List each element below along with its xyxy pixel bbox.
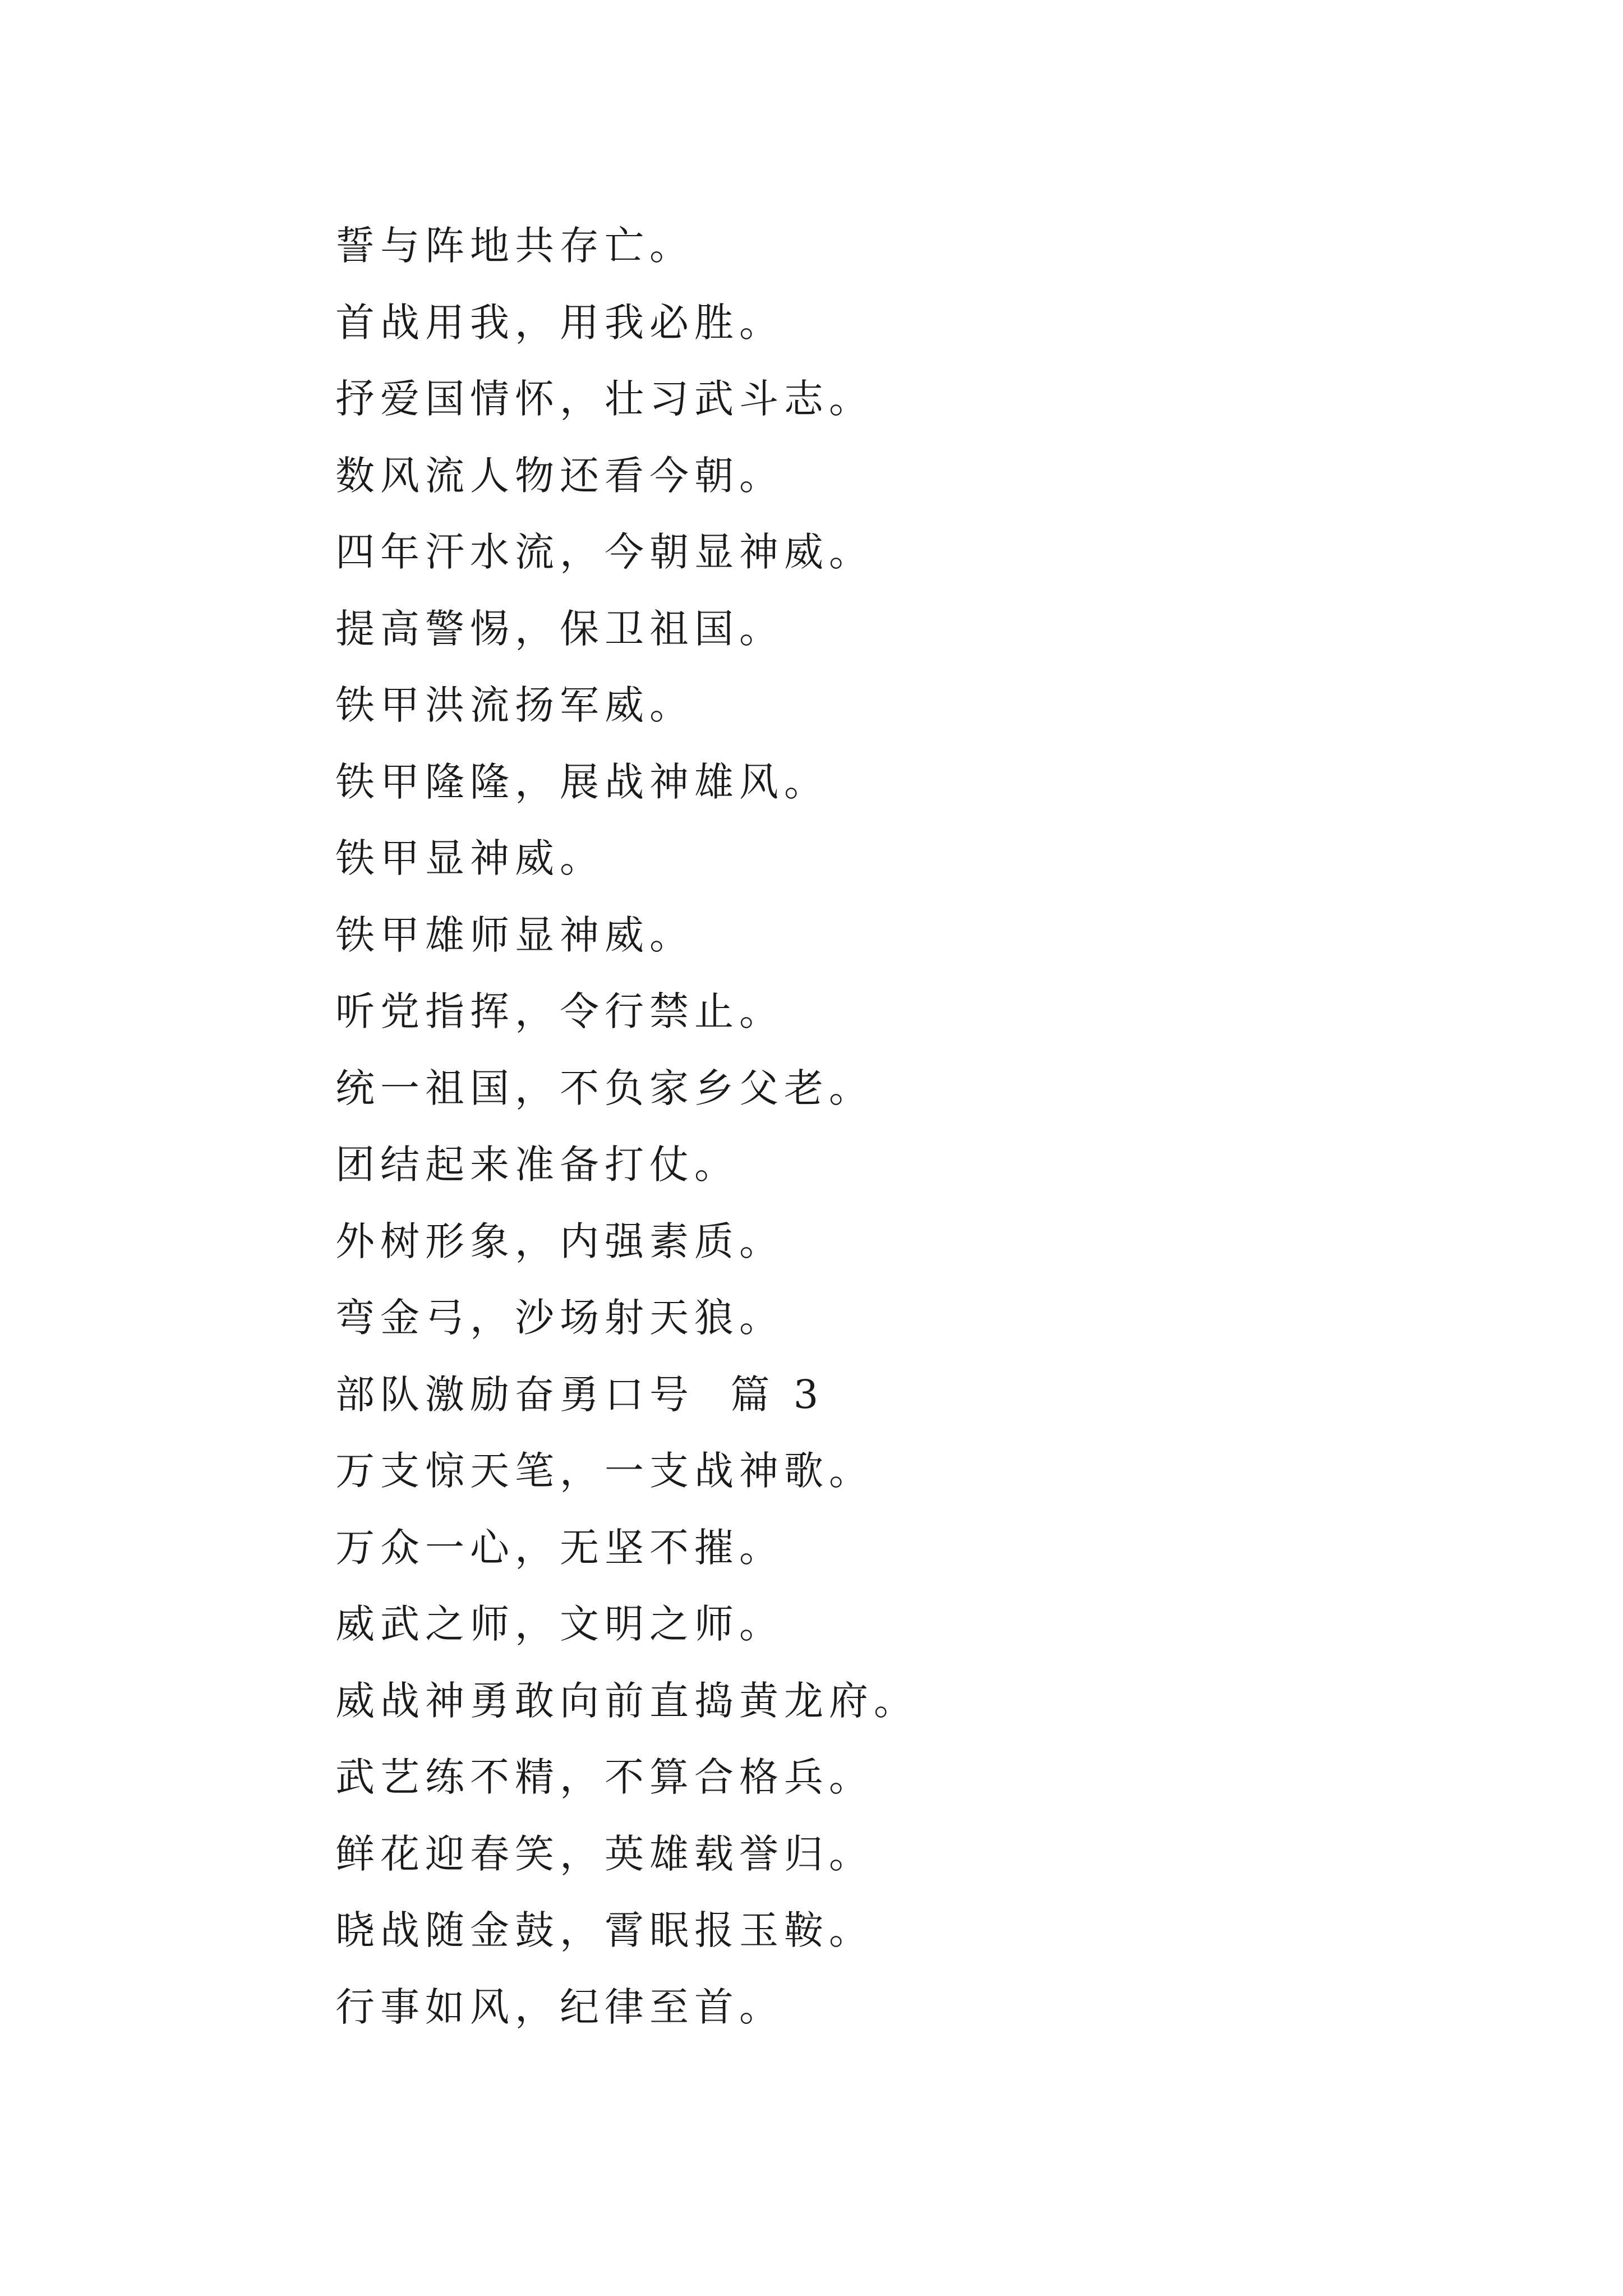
text-line: 铁甲洪流扬军威。 xyxy=(335,682,694,728)
text-line: 四年汗水流，今朝显神威。 xyxy=(335,529,874,575)
text-line: 晓战随金鼓，霄眠报玉鞍。 xyxy=(335,1907,874,1953)
text-line: 鲜花迎春笑，英雄载誉归。 xyxy=(335,1830,874,1877)
text-line: 铁甲隆隆，展战神雄风。 xyxy=(335,758,829,805)
text-line: 弯金弓，沙场射天狼。 xyxy=(335,1295,784,1341)
text-line: 团结起来准备打仗。 xyxy=(335,1142,739,1188)
text-line: 誓与阵地共存亡。 xyxy=(335,223,694,269)
section-heading: 部队激励奋勇口号 篇 3 xyxy=(335,1371,824,1418)
text-line: 万支惊天笔，一支战神歌。 xyxy=(335,1448,874,1494)
text-line: 万众一心，无坚不摧。 xyxy=(335,1524,784,1571)
text-line: 外树形象，内强素质。 xyxy=(335,1218,784,1264)
text-line: 威武之师，文明之师。 xyxy=(335,1601,784,1647)
text-line: 首战用我，用我必胜。 xyxy=(335,299,784,346)
text-line: 统一祖国，不负家乡父老。 xyxy=(335,1065,874,1111)
slogan-list xyxy=(335,208,1457,2045)
text-line: 铁甲雄师显神威。 xyxy=(335,912,694,958)
text-line: 数风流人物还看今朝。 xyxy=(335,452,784,499)
text-line: 铁甲显神威。 xyxy=(335,835,605,881)
text-line: 提高警惕，保卫祖国。 xyxy=(335,605,784,652)
text-line: 抒爱国情怀，壮习武斗志。 xyxy=(335,376,874,422)
text-line: 威战神勇敢向前直捣黄龙府。 xyxy=(335,1677,919,1724)
text-line: 武艺练不精，不算合格兵。 xyxy=(335,1754,874,1800)
text-line: 行事如风，纪律至首。 xyxy=(335,1984,784,2030)
text-line: 听党指挥，令行禁止。 xyxy=(335,988,784,1034)
